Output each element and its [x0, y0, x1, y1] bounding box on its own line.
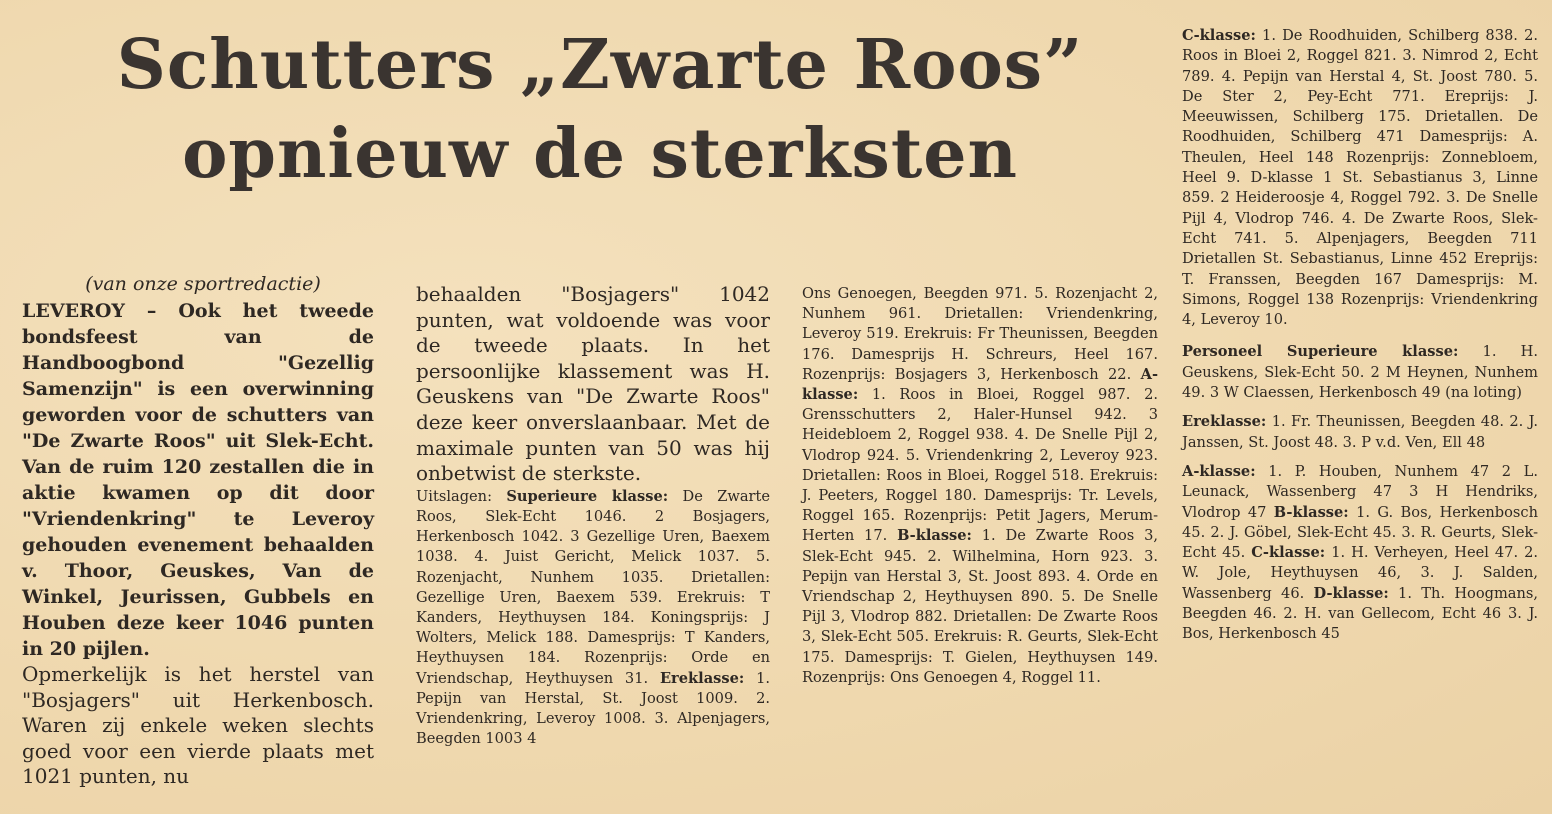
label-a-klasse: A-klasse:	[802, 365, 1159, 404]
text-personeel-b-klasse: 1. G. Bos, Herkenbosch 45. 2. J. Göbel, Slek-Echt 45. 3. R. Geurts, Slek-Echt 45.	[1182, 503, 1538, 562]
label-personeel-b-klasse: B-klasse:	[1273, 503, 1349, 521]
label-uitslagen: Uitslagen:	[416, 487, 492, 505]
text-c-klasse: 1. De Roodhuiden, Schilberg 838. 2. Roos in Bloei 2, Roggel 821. 3. Nimrod 2, Echt 789. 4. Pepijn van Herstal 4, St. Joost 780. 5. De Ster 2, Pey-Echt 771. Ereprijs: J. Meeuwissen, Schilberg 175. Drietallen. De Roodhuiden, Schilberg 471 Damesprijs: A. Theulen, Heel 148 Rozenprijs: Zonnebloem, Heel 9.	[1182, 27, 1538, 187]
label-c-klasse: C-klasse:	[1182, 27, 1256, 44]
label-superieure-klasse: Superieure klasse:	[506, 487, 669, 505]
text-ereklasse-part2: Ons Genoegen, Beegden 971. 5. Rozenjacht 2, Nunhem 961. Drietallen: Vriendenkring, Leveroy 519. Erekruis: Fr Theunissen, Beegden 176. Damesprijs H. Schreurs, Heel 167. Rozenprijs: Bosjagers 3, Herkenbosch 22.	[802, 285, 1158, 383]
body-paragraph-start: Opmerkelijk is het herstel van "Bosjagers" uit Herkenbosch. Waren zij enkele weken slechts goed voor een vierde plaats met 1021 punten, nu	[22, 662, 374, 789]
text-b-klasse: 1. De Zwarte Roos 3, Slek-Echt 945. 2. Wilhelmina, Horn 923. 3. Pepijn van Herstal 3, St. Joost 893. 4. Orde en Vriendschap 2, Heythuysen 890. 5. De Snelle Pijl 3, Vlodrop 882. Drietallen: De Zwarte Roos 3, Slek-Echt 505. Erekruis: R. Geurts, Slek-Echt 175. Damesprijs: T. Gielen, Heythuysen 149. Rozenprijs: Ons Genoegen 4, Roggel 11.	[802, 527, 1159, 686]
label-personeel-c-klasse: C-klasse:	[1251, 544, 1326, 562]
text-personeel-ereklasse: 1. Fr. Theunissen, Beegden 48. 2. J. Janssen, St. Joost 48. 3. P v.d. Ven, Ell 48	[1182, 413, 1538, 451]
label-d-klasse: D-klasse	[1250, 169, 1314, 187]
personeel-superieure	[1182, 342, 1538, 403]
lead-paragraph: LEVEROY – Ook het tweede bondsfeest van de Handboogbond "Gezellig Samenzijn" is een overwinning geworden voor de schutters van "De Zwarte Roos" uit Slek-Echt. Van de ruim 120 zestallen die in aktie kwamen op dit door "Vriendenkring" te Leveroy gehouden evenement behaalden v. Thoor, Geuskes, Van de Winkel, Jeurissen, Gubbels en Houben deze keer 1046 punten in 20 pijlen.	[22, 300, 374, 660]
label-personeel-a-klasse: A-klasse:	[1182, 462, 1256, 480]
body-paragraph-end: behaalden "Bosjagers" 1042 punten, wat voldoende was voor de tweede plaats. In het persoonlijke klassement was H. Geuskens van "De Zwarte Roos" deze keer onverslaanbaar. Met de maximale punten van 50 was hij onbetwist de sterkste.	[416, 282, 770, 486]
text-personeel-a-klasse: 1. P. Houben, Nunhem 47 2 L. Leunack, Wassenberg 47 3 H Hendriks, Vlodrop 47	[1182, 462, 1539, 521]
label-personeel-ereklasse: Ereklasse:	[1182, 413, 1267, 431]
column-4	[1182, 26, 1538, 645]
spacer	[1182, 330, 1538, 342]
label-personeel-d-klasse: D-klasse:	[1313, 584, 1389, 602]
spacer	[1182, 403, 1538, 412]
results-c-d-klasse	[1182, 26, 1538, 330]
text-personeel-superieure: 1. H. Geuskens, Slek-Echt 50. 2 M Heynen, Nunhem 49. 3 W Claessen, Herkenbosch 49 (na loting)	[1182, 343, 1538, 402]
personeel-ereklasse	[1182, 412, 1538, 453]
label-ereklasse: Ereklasse:	[659, 669, 745, 687]
text-superieure-klasse: De Zwarte Roos, Slek-Echt 1046. 2 Bosjagers, Herkenbosch 1042. 3 Gezellige Uren, Baexem 1038. 4. Juist Gericht, Melick 1037. 5. Rozenjacht, Nunhem 1035. Drietallen: Gezellige Uren, Baexem 539. Erekruis: T Kanders, Heythuysen 184. Koningsprijs: J Wolters, Melick 188. Damesprijs: T Kanders, Heythuysen 184. Rozenprijs: Orde en Vriendschap, Heythuysen 31.	[416, 487, 771, 687]
byline: (van onze sportredactie)	[85, 273, 321, 295]
spacer	[1182, 453, 1538, 462]
column-2	[416, 282, 770, 749]
headline	[40, 22, 1160, 200]
column-3	[802, 284, 1158, 688]
label-personeel-superieure: Personeel Superieure klasse:	[1182, 343, 1459, 361]
personeel-klassen	[1182, 462, 1538, 645]
text-personeel-d-klasse: 1. Th. Hoogmans, Beegden 46. 2. H. van Gellecom, Echt 46 3. J. Bos, Herkenbosch 45	[1182, 584, 1539, 643]
text-ereklasse-part1: 1. Pepijn van Herstal, St. Joost 1009. 2. Vriendenkring, Leveroy 1008. 3. Alpenjagers, Beegden 1003 4	[416, 669, 770, 748]
results-column-3	[802, 284, 1158, 688]
text-d-klasse: 1 St. Sebastianus 3, Linne 859. 2 Heideroosje 4, Roggel 792. 3. De Snelle Pijl 4, Vlodrop 746. 4. De Zwarte Roos, Slek-Echt 741. 5. Alpenjagers, Beegden 711 Drietallen St. Sebastianus, Linne 452 Ereprijs: T. Franssen, Beegden 167 Damesprijs: M. Simons, Roggel 138 Rozenprijs: Vriendenkring 4, Leveroy 10.	[1182, 169, 1539, 329]
column-1	[22, 272, 374, 790]
label-b-klasse: B-klasse:	[897, 527, 972, 545]
headline-line-2: opnieuw de sterksten	[182, 114, 1018, 194]
results-superieure	[416, 487, 770, 750]
text-personeel-c-klasse: 1. H. Verheyen, Heel 47. 2. W. Jole, Heythuysen 46, 3. J. Salden, Wassenberg 46.	[1182, 544, 1538, 602]
headline-line-1: Schutters „Zwarte Roos”	[116, 25, 1084, 105]
text-a-klasse: 1. Roos in Bloei, Roggel 987. 2. Grensschutters 2, Haler-Hunsel 942. 3 Heidebloem 2, Roggel 938. 4. De Snelle Pijl 2, Vlodrop 924. 5. Vriendenkring 2, Leveroy 923. Drietallen: Roos in Bloei, Roggel 518. Erekruis: J. Peeters, Roggel 180. Damesprijs: Tr. Levels, Roggel 165. Rozenprijs: Petit Jagers, Merum-Herten 17.	[802, 386, 1158, 545]
